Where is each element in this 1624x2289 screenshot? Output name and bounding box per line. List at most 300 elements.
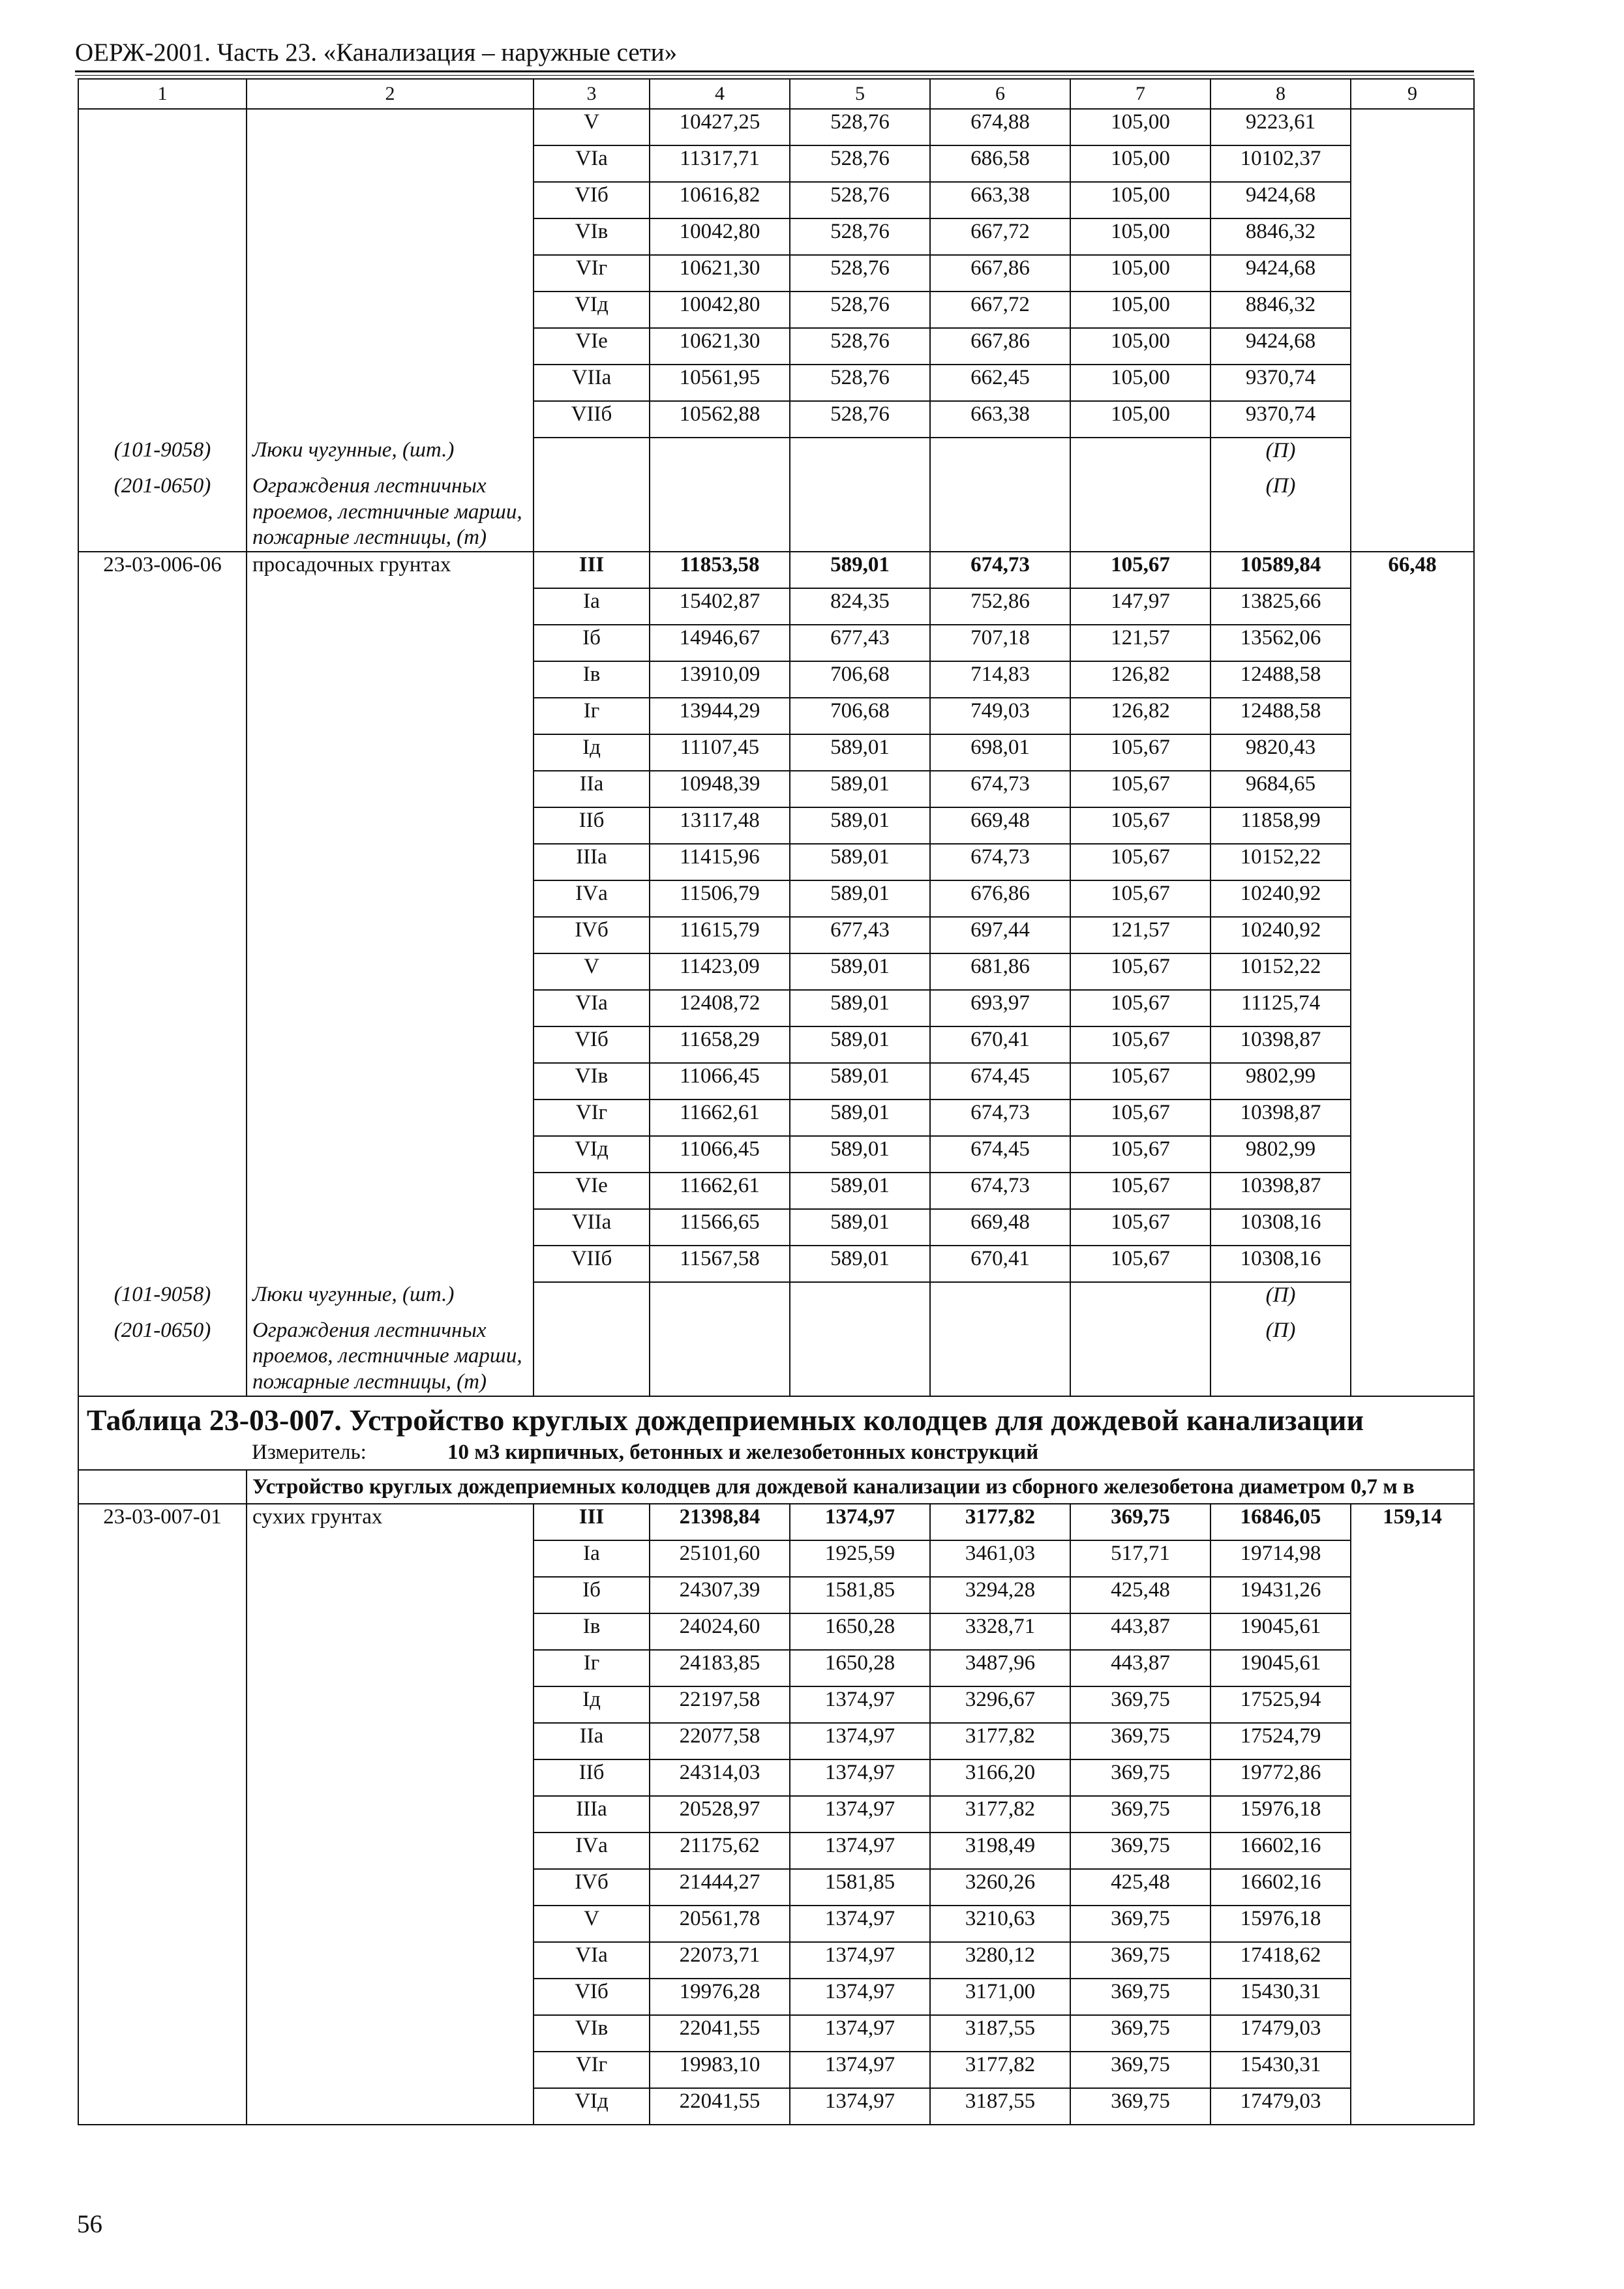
- value-cell: 674,73: [930, 552, 1070, 588]
- table-row: [78, 1504, 1474, 1540]
- value-cell: 24183,85: [650, 1650, 790, 1686]
- empty-cell: [78, 145, 247, 182]
- empty-cell: [1351, 1136, 1474, 1173]
- column-number: 9: [1351, 79, 1474, 109]
- value-cell: 589,01: [790, 880, 930, 917]
- value-cell: 589,01: [790, 734, 930, 771]
- table-row: [78, 1613, 1474, 1650]
- material-code: (201-0650): [78, 1318, 247, 1396]
- empty-cell: [1351, 1723, 1474, 1759]
- empty-cell: [1351, 438, 1474, 473]
- value-cell: 686,58: [930, 145, 1070, 182]
- value-cell: 369,75: [1070, 2052, 1210, 2088]
- empty-cell: [78, 2088, 247, 2125]
- empty-cell: [78, 1063, 247, 1100]
- value-cell: 663,38: [930, 401, 1070, 438]
- value-cell: 528,76: [790, 218, 930, 255]
- empty-cell: [78, 625, 247, 661]
- value-cell: 369,75: [1070, 1796, 1210, 1833]
- empty-cell: [790, 1282, 930, 1318]
- empty-cell: [1351, 255, 1474, 292]
- empty-cell: [1351, 844, 1474, 880]
- labor-cell: 66,48: [1351, 552, 1474, 588]
- value-cell: 21444,27: [650, 1869, 790, 1906]
- table-row: [78, 109, 1474, 145]
- empty-cell: [650, 1282, 790, 1318]
- value-cell: 105,67: [1070, 1246, 1210, 1282]
- value-cell: 369,75: [1070, 2015, 1210, 2052]
- empty-cell: [1351, 1209, 1474, 1246]
- zone-cell: IIб: [534, 807, 650, 844]
- zone-cell: VIе: [534, 328, 650, 365]
- table-row: [78, 438, 1474, 473]
- value-cell: 9424,68: [1210, 182, 1351, 218]
- value-cell: 3187,55: [930, 2088, 1070, 2125]
- table-row: [78, 807, 1474, 844]
- value-cell: 16602,16: [1210, 1833, 1351, 1869]
- empty-cell: [247, 1577, 534, 1613]
- empty-cell: [247, 990, 534, 1026]
- value-cell: 589,01: [790, 844, 930, 880]
- empty-cell: [78, 109, 247, 145]
- empty-cell: [1351, 473, 1474, 552]
- zone-cell: V: [534, 1906, 650, 1942]
- empty-cell: [1070, 438, 1210, 473]
- empty-cell: [78, 844, 247, 880]
- value-cell: 25101,60: [650, 1540, 790, 1577]
- table-row: [78, 145, 1474, 182]
- value-cell: 105,67: [1070, 1136, 1210, 1173]
- table-row: [78, 990, 1474, 1026]
- value-cell: 10042,80: [650, 218, 790, 255]
- empty-cell: [1351, 1613, 1474, 1650]
- zone-cell: Iг: [534, 698, 650, 734]
- table-row: [78, 2052, 1474, 2088]
- value-cell: 11567,58: [650, 1246, 790, 1282]
- value-cell: 13825,66: [1210, 588, 1351, 625]
- value-cell: 16846,05: [1210, 1504, 1351, 1540]
- value-cell: 589,01: [790, 1209, 930, 1246]
- table-row: [78, 1246, 1474, 1282]
- value-cell: 3187,55: [930, 2015, 1070, 2052]
- empty-cell: [247, 1723, 534, 1759]
- empty-cell: [247, 1942, 534, 1979]
- value-cell: 105,67: [1070, 771, 1210, 807]
- empty-cell: [1351, 109, 1474, 145]
- empty-cell: [247, 2088, 534, 2125]
- value-cell: 3210,63: [930, 1906, 1070, 1942]
- empty-cell: [247, 1136, 534, 1173]
- empty-cell: [1070, 1282, 1210, 1318]
- empty-cell: [1351, 1577, 1474, 1613]
- zone-cell: IVа: [534, 1833, 650, 1869]
- column-number: 1: [78, 79, 247, 109]
- empty-cell: [247, 771, 534, 807]
- empty-cell: [247, 734, 534, 771]
- empty-cell: [78, 1979, 247, 2015]
- empty-cell: [78, 365, 247, 401]
- empty-cell: [790, 438, 930, 473]
- value-cell: 105,67: [1070, 734, 1210, 771]
- value-cell: 105,67: [1070, 844, 1210, 880]
- value-cell: 24307,39: [650, 1577, 790, 1613]
- value-cell: 697,44: [930, 917, 1070, 953]
- table-row: [78, 2088, 1474, 2125]
- empty-cell: [78, 1723, 247, 1759]
- value-cell: 105,00: [1070, 109, 1210, 145]
- value-cell: 369,75: [1070, 1833, 1210, 1869]
- table-row: [78, 473, 1474, 552]
- empty-cell: [1351, 145, 1474, 182]
- empty-cell: [1351, 698, 1474, 734]
- zone-cell: Iд: [534, 734, 650, 771]
- empty-cell: [247, 1209, 534, 1246]
- value-cell: 105,00: [1070, 328, 1210, 365]
- column-number: 8: [1210, 79, 1351, 109]
- material-code: (101-9058): [78, 438, 247, 473]
- value-cell: 1650,28: [790, 1613, 930, 1650]
- empty-cell: [1351, 734, 1474, 771]
- zone-cell: IIб: [534, 1759, 650, 1796]
- empty-cell: [790, 1318, 930, 1396]
- empty-cell: [78, 1942, 247, 1979]
- value-cell: 8846,32: [1210, 218, 1351, 255]
- table-row: [78, 1136, 1474, 1173]
- value-cell: 10240,92: [1210, 917, 1351, 953]
- empty-cell: [78, 2052, 247, 2088]
- empty-cell: [247, 1173, 534, 1209]
- value-cell: 528,76: [790, 109, 930, 145]
- section-title-cell: [78, 1396, 1474, 1471]
- value-cell: 13910,09: [650, 661, 790, 698]
- section-title: Таблица 23-03-007. Устройство круглых дождеприемных колодцев для дождевой канализации: [87, 1403, 1364, 1437]
- column-number: 4: [650, 79, 790, 109]
- table-row: [78, 2015, 1474, 2052]
- value-cell: 105,67: [1070, 1026, 1210, 1063]
- value-cell: 105,67: [1070, 1209, 1210, 1246]
- table-row: [78, 1063, 1474, 1100]
- value-cell: 1581,85: [790, 1869, 930, 1906]
- zone-cell: IIIа: [534, 844, 650, 880]
- table-row: [78, 1209, 1474, 1246]
- value-cell: 369,75: [1070, 1942, 1210, 1979]
- zone-cell: VIг: [534, 2052, 650, 2088]
- value-cell: 105,00: [1070, 145, 1210, 182]
- rate-name: сухих грунтах: [247, 1504, 534, 1540]
- value-cell: 1374,97: [790, 2052, 930, 2088]
- zone-cell: Iг: [534, 1650, 650, 1686]
- empty-cell: [247, 953, 534, 990]
- value-cell: 121,57: [1070, 917, 1210, 953]
- table-row: [78, 698, 1474, 734]
- empty-cell: [534, 473, 650, 552]
- table-row: [78, 771, 1474, 807]
- empty-cell: [1351, 328, 1474, 365]
- value-cell: 663,38: [930, 182, 1070, 218]
- value-cell: 1374,97: [790, 1759, 930, 1796]
- empty-cell: [78, 953, 247, 990]
- material-name: Ограждения лестничных проемов, лестничные марши, пожарные лестницы, (т): [247, 1318, 534, 1396]
- value-cell: 11853,58: [650, 552, 790, 588]
- empty-cell: [247, 1979, 534, 2015]
- value-cell: 589,01: [790, 771, 930, 807]
- value-cell: 677,43: [790, 625, 930, 661]
- value-cell: 528,76: [790, 145, 930, 182]
- empty-cell: [78, 1540, 247, 1577]
- subtitle-row: [78, 1470, 1474, 1504]
- zone-cell: Iб: [534, 625, 650, 661]
- value-cell: 17524,79: [1210, 1723, 1351, 1759]
- empty-cell: [78, 328, 247, 365]
- zone-cell: Iб: [534, 1577, 650, 1613]
- value-cell: 707,18: [930, 625, 1070, 661]
- table-row: [78, 1723, 1474, 1759]
- value-cell: 22197,58: [650, 1686, 790, 1723]
- value-cell: 528,76: [790, 401, 930, 438]
- zone-cell: VIIб: [534, 1246, 650, 1282]
- zone-cell: VIIа: [534, 1209, 650, 1246]
- value-cell: 824,35: [790, 588, 930, 625]
- value-cell: 24024,60: [650, 1613, 790, 1650]
- column-number: 2: [247, 79, 534, 109]
- empty-cell: [247, 1833, 534, 1869]
- value-cell: 9424,68: [1210, 328, 1351, 365]
- value-cell: 11662,61: [650, 1173, 790, 1209]
- zone-cell: VIг: [534, 255, 650, 292]
- measure-label: Измеритель:: [252, 1440, 367, 1464]
- empty-cell: [1351, 1906, 1474, 1942]
- empty-cell: [247, 1613, 534, 1650]
- value-cell: 676,86: [930, 880, 1070, 917]
- empty-cell: [1351, 625, 1474, 661]
- value-cell: 670,41: [930, 1246, 1070, 1282]
- value-cell: 528,76: [790, 365, 930, 401]
- empty-cell: [930, 1282, 1070, 1318]
- zone-cell: VIд: [534, 1136, 650, 1173]
- value-cell: 13562,06: [1210, 625, 1351, 661]
- empty-cell: [78, 1759, 247, 1796]
- empty-cell: [247, 2015, 534, 2052]
- empty-cell: [78, 661, 247, 698]
- value-cell: 714,83: [930, 661, 1070, 698]
- value-cell: 662,45: [930, 365, 1070, 401]
- table-row: [78, 1100, 1474, 1136]
- empty-cell: [78, 1906, 247, 1942]
- value-cell: 1374,97: [790, 1504, 930, 1540]
- value-cell: 17525,94: [1210, 1686, 1351, 1723]
- value-cell: 425,48: [1070, 1577, 1210, 1613]
- empty-cell: [78, 1100, 247, 1136]
- value-cell: 589,01: [790, 807, 930, 844]
- empty-cell: [247, 1869, 534, 1906]
- table-row: [78, 255, 1474, 292]
- value-cell: 105,00: [1070, 182, 1210, 218]
- value-cell: 20528,97: [650, 1796, 790, 1833]
- empty-cell: [78, 1470, 247, 1504]
- page-number: 56: [77, 2210, 102, 2238]
- empty-cell: [930, 438, 1070, 473]
- zone-cell: Iа: [534, 1540, 650, 1577]
- value-cell: 517,71: [1070, 1540, 1210, 1577]
- value-cell: 9820,43: [1210, 734, 1351, 771]
- empty-cell: [1351, 1246, 1474, 1282]
- value-cell: 669,48: [930, 1209, 1070, 1246]
- empty-cell: [1351, 1100, 1474, 1136]
- empty-cell: [1351, 365, 1474, 401]
- material-unit: (П): [1210, 1282, 1351, 1318]
- zone-cell: IIIа: [534, 1796, 650, 1833]
- empty-cell: [78, 2015, 247, 2052]
- value-cell: 19983,10: [650, 2052, 790, 2088]
- value-cell: 105,00: [1070, 292, 1210, 328]
- value-cell: 24314,03: [650, 1759, 790, 1796]
- value-cell: 105,67: [1070, 953, 1210, 990]
- empty-cell: [247, 1906, 534, 1942]
- material-unit: (П): [1210, 1318, 1351, 1396]
- zone-cell: IVа: [534, 880, 650, 917]
- zone-cell: VIб: [534, 182, 650, 218]
- zone-cell: Iа: [534, 588, 650, 625]
- value-cell: 19976,28: [650, 1979, 790, 2015]
- value-cell: 3487,96: [930, 1650, 1070, 1686]
- value-cell: 19045,61: [1210, 1650, 1351, 1686]
- empty-cell: [247, 1246, 534, 1282]
- value-cell: 1374,97: [790, 2015, 930, 2052]
- empty-cell: [78, 990, 247, 1026]
- empty-cell: [78, 880, 247, 917]
- value-cell: 105,67: [1070, 552, 1210, 588]
- zone-cell: VIг: [534, 1100, 650, 1136]
- empty-cell: [1351, 1540, 1474, 1577]
- value-cell: 13944,29: [650, 698, 790, 734]
- column-number: 7: [1070, 79, 1210, 109]
- empty-cell: [1351, 401, 1474, 438]
- value-cell: 11107,45: [650, 734, 790, 771]
- value-cell: 674,73: [930, 1100, 1070, 1136]
- value-cell: 10398,87: [1210, 1173, 1351, 1209]
- empty-cell: [534, 1318, 650, 1396]
- empty-cell: [78, 588, 247, 625]
- value-cell: 19045,61: [1210, 1613, 1351, 1650]
- value-cell: 10398,87: [1210, 1100, 1351, 1136]
- value-cell: 12488,58: [1210, 698, 1351, 734]
- document-header-title: ОЕРЖ-2001. Часть 23. «Канализация – наружные сети»: [75, 38, 678, 67]
- empty-cell: [650, 473, 790, 552]
- value-cell: 10102,37: [1210, 145, 1351, 182]
- value-cell: 11317,71: [650, 145, 790, 182]
- value-cell: 9424,68: [1210, 255, 1351, 292]
- material-unit: (П): [1210, 438, 1351, 473]
- empty-cell: [78, 1026, 247, 1063]
- value-cell: 589,01: [790, 953, 930, 990]
- value-cell: 10616,82: [650, 182, 790, 218]
- value-cell: 105,00: [1070, 218, 1210, 255]
- value-cell: 15430,31: [1210, 2052, 1351, 2088]
- value-cell: 13117,48: [650, 807, 790, 844]
- value-cell: 105,67: [1070, 807, 1210, 844]
- zone-cell: VIIа: [534, 365, 650, 401]
- empty-cell: [78, 1577, 247, 1613]
- table-row: [78, 292, 1474, 328]
- value-cell: 693,97: [930, 990, 1070, 1026]
- value-cell: 126,82: [1070, 661, 1210, 698]
- value-cell: 3296,67: [930, 1686, 1070, 1723]
- zone-cell: Iв: [534, 661, 650, 698]
- value-cell: 674,73: [930, 844, 1070, 880]
- zone-cell: V: [534, 953, 650, 990]
- zone-cell: IVб: [534, 917, 650, 953]
- empty-cell: [247, 255, 534, 292]
- rates-table: [78, 78, 1475, 2125]
- empty-cell: [1351, 917, 1474, 953]
- value-cell: 11615,79: [650, 917, 790, 953]
- material-unit: (П): [1210, 473, 1351, 552]
- value-cell: 3177,82: [930, 1796, 1070, 1833]
- value-cell: 1374,97: [790, 2088, 930, 2125]
- empty-cell: [790, 473, 930, 552]
- zone-cell: III: [534, 1504, 650, 1540]
- zone-cell: VIв: [534, 218, 650, 255]
- empty-cell: [78, 734, 247, 771]
- value-cell: 17418,62: [1210, 1942, 1351, 1979]
- table-row: [78, 844, 1474, 880]
- value-cell: 105,67: [1070, 1173, 1210, 1209]
- column-number: 3: [534, 79, 650, 109]
- value-cell: 10308,16: [1210, 1246, 1351, 1282]
- zone-cell: VIа: [534, 145, 650, 182]
- empty-cell: [247, 625, 534, 661]
- table-row: [78, 1650, 1474, 1686]
- table-row: [78, 661, 1474, 698]
- table-row: [78, 1026, 1474, 1063]
- empty-cell: [247, 401, 534, 438]
- empty-cell: [247, 1650, 534, 1686]
- value-cell: 19772,86: [1210, 1759, 1351, 1796]
- value-cell: 10948,39: [650, 771, 790, 807]
- value-cell: 528,76: [790, 328, 930, 365]
- value-cell: 1374,97: [790, 1979, 930, 2015]
- empty-cell: [78, 1246, 247, 1282]
- material-name: Ограждения лестничных проемов, лестничные марши, пожарные лестницы, (т): [247, 473, 534, 552]
- value-cell: 3171,00: [930, 1979, 1070, 2015]
- material-code: (101-9058): [78, 1282, 247, 1318]
- table-row: [78, 552, 1474, 588]
- material-code: (201-0650): [78, 473, 247, 552]
- empty-cell: [247, 218, 534, 255]
- value-cell: 706,68: [790, 698, 930, 734]
- value-cell: 3328,71: [930, 1613, 1070, 1650]
- rate-code: 23-03-007-01: [78, 1504, 247, 1540]
- empty-cell: [1351, 880, 1474, 917]
- empty-cell: [247, 182, 534, 218]
- value-cell: 8846,32: [1210, 292, 1351, 328]
- value-cell: 669,48: [930, 807, 1070, 844]
- value-cell: 369,75: [1070, 1979, 1210, 2015]
- empty-cell: [247, 328, 534, 365]
- value-cell: 105,67: [1070, 1063, 1210, 1100]
- empty-cell: [534, 1282, 650, 1318]
- table-row: [78, 328, 1474, 365]
- empty-cell: [1351, 1026, 1474, 1063]
- empty-cell: [247, 661, 534, 698]
- value-cell: 11858,99: [1210, 807, 1351, 844]
- table-row: [78, 1796, 1474, 1833]
- value-cell: 589,01: [790, 1246, 930, 1282]
- value-cell: 674,73: [930, 1173, 1070, 1209]
- empty-cell: [1351, 1650, 1474, 1686]
- zone-cell: V: [534, 109, 650, 145]
- empty-cell: [247, 365, 534, 401]
